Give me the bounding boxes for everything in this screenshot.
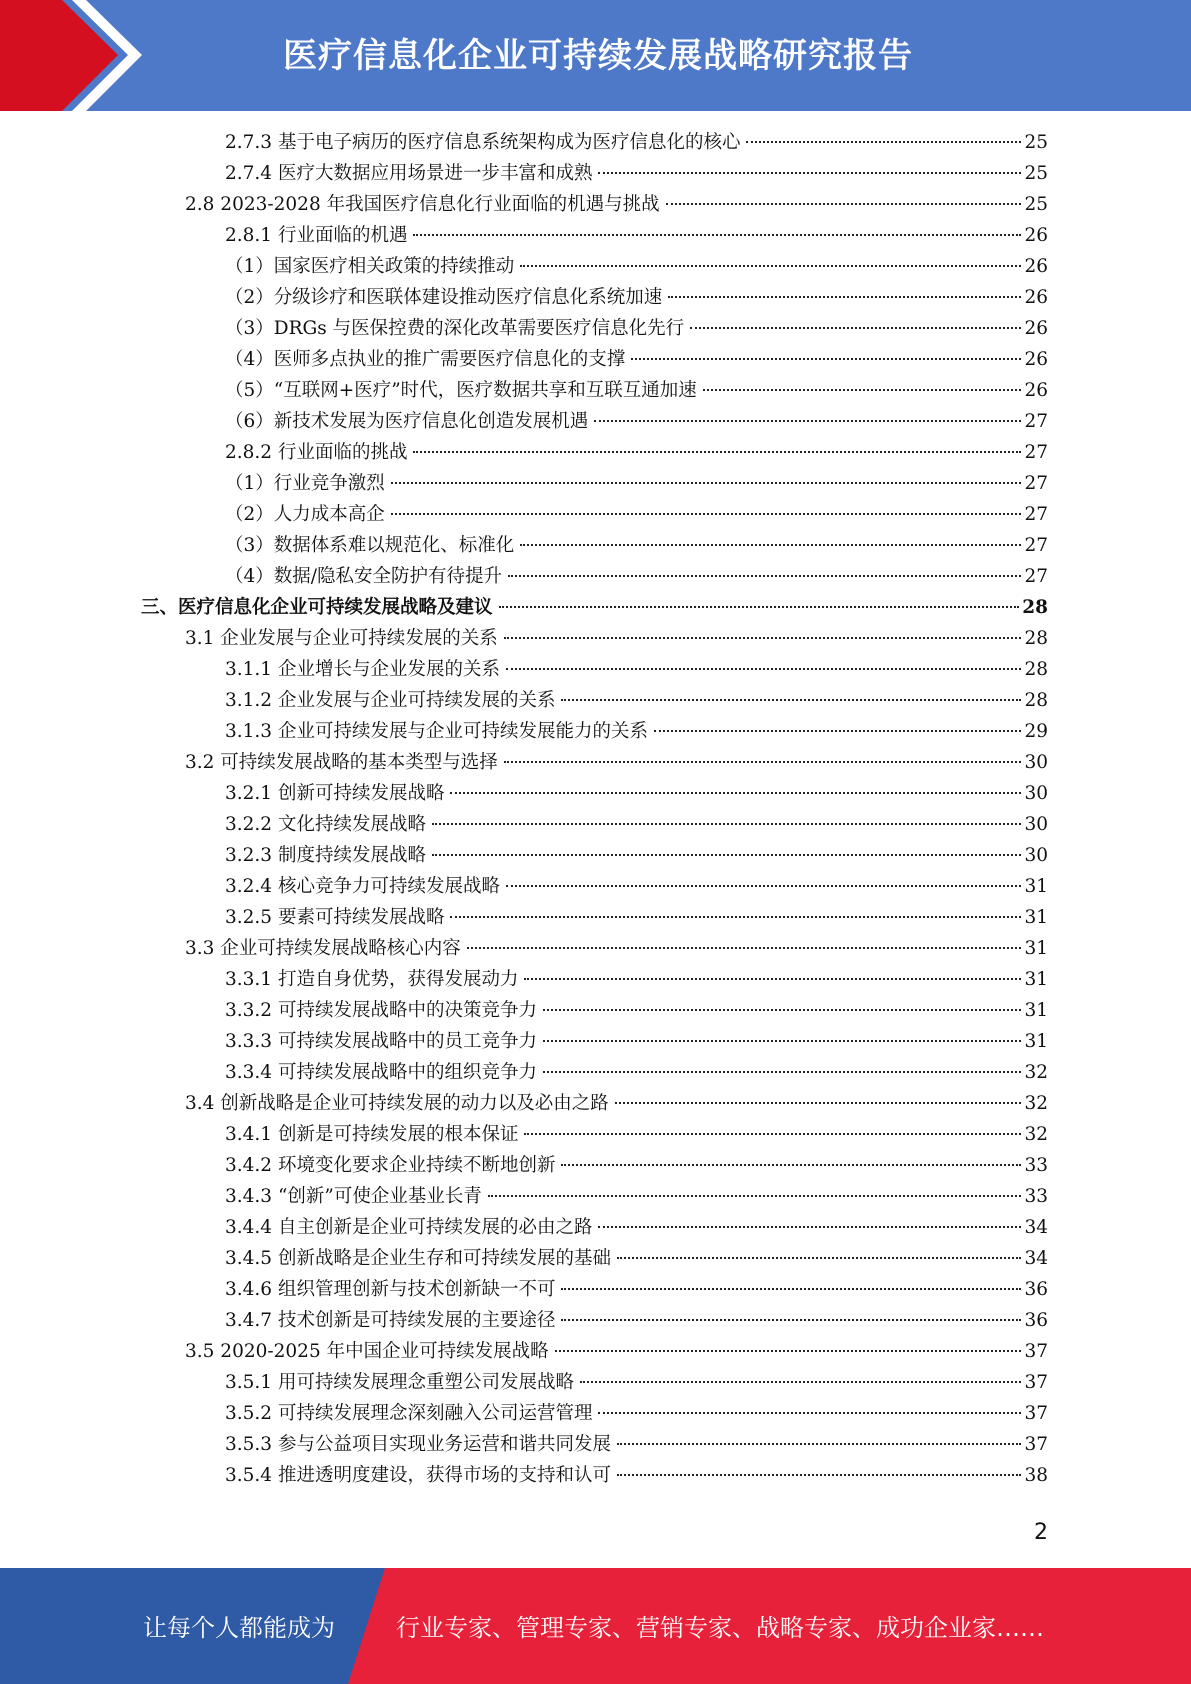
toc-entry-title: （2）人力成本高企 [225,504,385,525]
toc-entry-page: 27 [1024,504,1048,525]
toc-entry-page: 34 [1024,1217,1048,1238]
toc-entry-page: 27 [1024,535,1048,556]
toc-entry-page: 27 [1024,473,1048,494]
toc-dot-leader [555,1350,1022,1352]
toc-entry-page: 31 [1024,907,1048,928]
page-number: 2 [1034,1520,1048,1545]
toc-entry-title: 3.4.3 “创新”可使企业基业长青 [225,1186,482,1207]
toc-dot-leader [594,420,1021,422]
toc-dot-leader [520,265,1021,267]
toc-entry-page: 27 [1024,442,1048,463]
toc-entry[interactable] [225,685,1048,716]
toc-entry[interactable] [225,1181,1048,1212]
toc-entry[interactable] [225,778,1048,809]
toc-dot-leader [524,1133,1021,1135]
toc-entry[interactable] [225,1119,1048,1150]
toc-entry-title: 3.5 2020-2025 年中国企业可持续发展战略 [185,1341,549,1362]
toc-entry[interactable] [225,1026,1048,1057]
toc-entry-page: 36 [1024,1279,1048,1300]
toc-dot-leader [504,761,1022,763]
toc-entry-title: 3.5.4 推进透明度建设，获得市场的支持和认可 [225,1465,611,1486]
toc-entry[interactable] [225,251,1048,282]
toc-dot-leader [413,451,1021,453]
toc-entry[interactable] [225,313,1048,344]
toc-dot-leader [690,327,1021,329]
toc-dot-leader [508,575,1021,577]
toc-entry-title: 3.4 创新战略是企业可持续发展的动力以及必由之路 [185,1093,609,1114]
toc-entry-title: 3.1.1 企业增长与企业发展的关系 [225,659,500,680]
toc-entry[interactable] [225,344,1048,375]
toc-entry-title: （1）行业竞争激烈 [225,473,385,494]
toc-entry-title: 2.7.4 医疗大数据应用场景进一步丰富和成熟 [225,163,593,184]
toc-entry[interactable] [225,716,1048,747]
toc-entry-page: 37 [1024,1434,1048,1455]
toc-entry-page: 25 [1024,194,1048,215]
toc-dot-leader [617,1257,1021,1259]
toc-dot-leader [561,1164,1021,1166]
toc-entry[interactable] [225,220,1048,251]
toc-entry-title: 3.5.2 可持续发展理念深刻融入公司运营管理 [225,1403,593,1424]
toc-dot-leader [543,1009,1021,1011]
toc-entry-title: 3.2.1 创新可持续发展战略 [225,783,445,804]
toc-entry[interactable] [225,1243,1048,1274]
toc-entry-title: 3.2.5 要素可持续发展战略 [225,907,445,928]
toc-entry[interactable] [185,623,1048,654]
toc-entry-title: 3.4.2 环境变化要求企业持续不断地创新 [225,1155,556,1176]
toc-entry[interactable] [225,1274,1048,1305]
footer-slogan: 行业专家、管理专家、营销专家、战略专家、成功企业家…… [396,1614,1044,1642]
toc-dot-leader [506,885,1021,887]
toc-dot-leader [391,482,1022,484]
toc-entry[interactable] [225,1367,1048,1398]
report-title: 医疗信息化企业可持续发展战略研究报告 [283,36,913,76]
toc-entry-title: 3.4.6 组织管理创新与技术创新缺一不可 [225,1279,556,1300]
toc-entry-title: 3.2 可持续发展战略的基本类型与选择 [185,752,498,773]
toc-entry-title: 3.1.2 企业发展与企业可持续发展的关系 [225,690,556,711]
toc-dot-leader [432,823,1021,825]
toc-dot-leader [520,544,1021,546]
toc-dot-leader [746,141,1021,143]
toc-entry[interactable] [225,840,1048,871]
toc-entry-title: （5）“互联网+医疗”时代，医疗数据共享和互联互通加速 [225,380,697,401]
toc-dot-leader [506,668,1021,670]
toc-dot-leader [391,513,1022,515]
toc-dot-leader [488,1195,1022,1197]
toc-entry-title: 3.1.3 企业可持续发展与企业可持续发展能力的关系 [225,721,648,742]
toc-dot-leader [654,730,1021,732]
toc-entry-title: （2）分级诊疗和医联体建设推动医疗信息化系统加速 [225,287,663,308]
toc-entry[interactable] [225,1305,1048,1336]
toc-entry-page: 26 [1024,349,1048,370]
toc-entry-page: 31 [1024,876,1048,897]
toc-dot-leader [450,792,1021,794]
toc-entry-title: （4）医师多点执业的推广需要医疗信息化的支撑 [225,349,626,370]
toc-entry[interactable] [225,995,1048,1026]
toc-entry-page: 25 [1024,132,1048,153]
header-arrow-icon [0,0,160,111]
toc-entry-title: （1）国家医疗相关政策的持续推动 [225,256,515,277]
toc-entry-page: 28 [1024,659,1048,680]
toc-entry[interactable] [185,747,1048,778]
toc-dot-leader [413,234,1021,236]
toc-dot-leader [580,1381,1021,1383]
toc-entry[interactable] [225,1398,1048,1429]
toc-entry[interactable] [185,933,1048,964]
toc-entry[interactable] [225,468,1048,499]
toc-dot-leader [666,203,1022,205]
toc-entry-page: 37 [1024,1372,1048,1393]
toc-entry-title: 三、医疗信息化企业可持续发展战略及建议 [141,597,493,618]
toc-entry-page: 26 [1024,318,1048,339]
toc-entry-page: 31 [1024,969,1048,990]
toc-entry-page: 28 [1024,690,1048,711]
toc-entry-page: 32 [1024,1124,1048,1145]
toc-entry-page: 31 [1024,1031,1048,1052]
toc-entry-page: 28 [1022,597,1048,618]
toc-entry[interactable] [225,871,1048,902]
toc-entry[interactable] [225,902,1048,933]
toc-entry-title: 2.8.1 行业面临的机遇 [225,225,408,246]
toc-dot-leader [450,916,1021,918]
toc-entry[interactable] [225,127,1048,158]
toc-entry-page: 31 [1024,1000,1048,1021]
toc-entry[interactable] [225,375,1048,406]
toc-entry-page: 32 [1024,1062,1048,1083]
toc-entry-page: 31 [1024,938,1048,959]
footer-lead-text: 让每个人都能成为 [143,1614,335,1642]
toc-entry[interactable] [225,158,1048,189]
toc-dot-leader [617,1443,1021,1445]
toc-dot-leader [561,1319,1021,1321]
toc-entry-title: 3.2.2 文化持续发展战略 [225,814,426,835]
toc-entry-title: 3.3.4 可持续发展战略中的组织竞争力 [225,1062,537,1083]
toc-dot-leader [703,389,1022,391]
toc-entry[interactable] [225,406,1048,437]
toc-entry[interactable] [185,189,1048,220]
toc-entry-title: （4）数据/隐私安全防护有待提升 [225,566,503,587]
toc-entry-page: 37 [1024,1403,1048,1424]
toc-entry-page: 30 [1024,783,1048,804]
toc-entry-page: 33 [1024,1186,1048,1207]
toc-entry-title: 2.8.2 行业面临的挑战 [225,442,408,463]
toc-entry[interactable] [225,499,1048,530]
toc-entry-page: 26 [1024,287,1048,308]
toc-dot-leader [668,296,1021,298]
toc-dot-leader [631,358,1021,360]
toc-entry-title: 3.1 企业发展与企业可持续发展的关系 [185,628,498,649]
toc-dot-leader [504,637,1022,639]
toc-entry-page: 33 [1024,1155,1048,1176]
toc-entry[interactable] [225,1429,1048,1460]
toc-entry-page: 38 [1024,1465,1048,1486]
toc-entry-title: 3.2.4 核心竞争力可持续发展战略 [225,876,500,897]
toc-entry-title: 3.5.3 参与公益项目实现业务运营和谐共同发展 [225,1434,611,1455]
toc-entry-page: 32 [1024,1093,1048,1114]
toc-entry-title: 3.3.1 打造自身优势，获得发展动力 [225,969,519,990]
toc-entry-title: 3.3.2 可持续发展战略中的决策竞争力 [225,1000,537,1021]
toc-entry-title: 3.5.1 用可持续发展理念重塑公司发展战略 [225,1372,574,1393]
toc-entry-title: （3）DRGs 与医保控费的深化改革需要医疗信息化先行 [225,318,685,339]
toc-dot-leader [543,1071,1021,1073]
toc-entry[interactable] [225,654,1048,685]
toc-dot-leader [598,1412,1021,1414]
toc-entry-page: 36 [1024,1310,1048,1331]
toc-entry-page: 26 [1024,225,1048,246]
page-header [0,0,1191,111]
toc-dot-leader [432,854,1021,856]
toc-dot-leader [598,1226,1021,1228]
toc-entry-page: 30 [1024,814,1048,835]
toc-entry-title: 3.3 企业可持续发展战略核心内容 [185,938,461,959]
toc-entry[interactable] [141,592,1048,623]
toc-entry-page: 25 [1024,163,1048,184]
toc-entry-title: 3.2.3 制度持续发展战略 [225,845,426,866]
toc-dot-leader [598,172,1021,174]
toc-entry[interactable] [225,1057,1048,1088]
toc-entry[interactable] [225,530,1048,561]
toc-entry-title: 3.4.7 技术创新是可持续发展的主要途径 [225,1310,556,1331]
toc-dot-leader [561,699,1021,701]
toc-entry-title: 3.4.1 创新是可持续发展的根本保证 [225,1124,519,1145]
toc-entry-page: 29 [1024,721,1048,742]
toc-dot-leader [615,1102,1022,1104]
toc-entry[interactable] [225,1150,1048,1181]
toc-entry[interactable] [225,282,1048,313]
toc-entry-page: 30 [1024,752,1048,773]
toc-entry[interactable] [225,809,1048,840]
toc-dot-leader [499,606,1020,608]
toc-dot-leader [561,1288,1021,1290]
toc-entry-page: 34 [1024,1248,1048,1269]
toc-entry-page: 26 [1024,256,1048,277]
toc-entry-page: 27 [1024,566,1048,587]
toc-entry-page: 26 [1024,380,1048,401]
toc-entry-title: （3）数据体系难以规范化、标准化 [225,535,515,556]
page-footer [0,1568,1191,1684]
toc-entry-page: 27 [1024,411,1048,432]
toc-entry[interactable] [225,437,1048,468]
toc-entry[interactable] [225,1212,1048,1243]
toc-dot-leader [617,1474,1021,1476]
toc-entry-title: 3.4.4 自主创新是企业可持续发展的必由之路 [225,1217,593,1238]
toc-dot-leader [467,947,1022,949]
toc-dot-leader [524,978,1021,980]
toc-entry[interactable] [185,1336,1048,1367]
toc-entry-title: （6）新技术发展为医疗信息化创造发展机遇 [225,411,589,432]
toc-entry-page: 30 [1024,845,1048,866]
toc-entry[interactable] [185,1088,1048,1119]
toc-dot-leader [543,1040,1021,1042]
toc-entry-title: 3.3.3 可持续发展战略中的员工竞争力 [225,1031,537,1052]
toc-entry-page: 28 [1024,628,1048,649]
toc-entry-title: 3.4.5 创新战略是企业生存和可持续发展的基础 [225,1248,611,1269]
toc-entry[interactable] [225,1460,1048,1491]
toc-entry[interactable] [225,561,1048,592]
toc-entry-page: 37 [1024,1341,1048,1362]
toc-entry-title: 2.8 2023-2028 年我国医疗信息化行业面临的机遇与挑战 [185,194,660,215]
toc-entry-title: 2.7.3 基于电子病历的医疗信息系统架构成为医疗信息化的核心 [225,132,741,153]
toc-entry[interactable] [225,964,1048,995]
